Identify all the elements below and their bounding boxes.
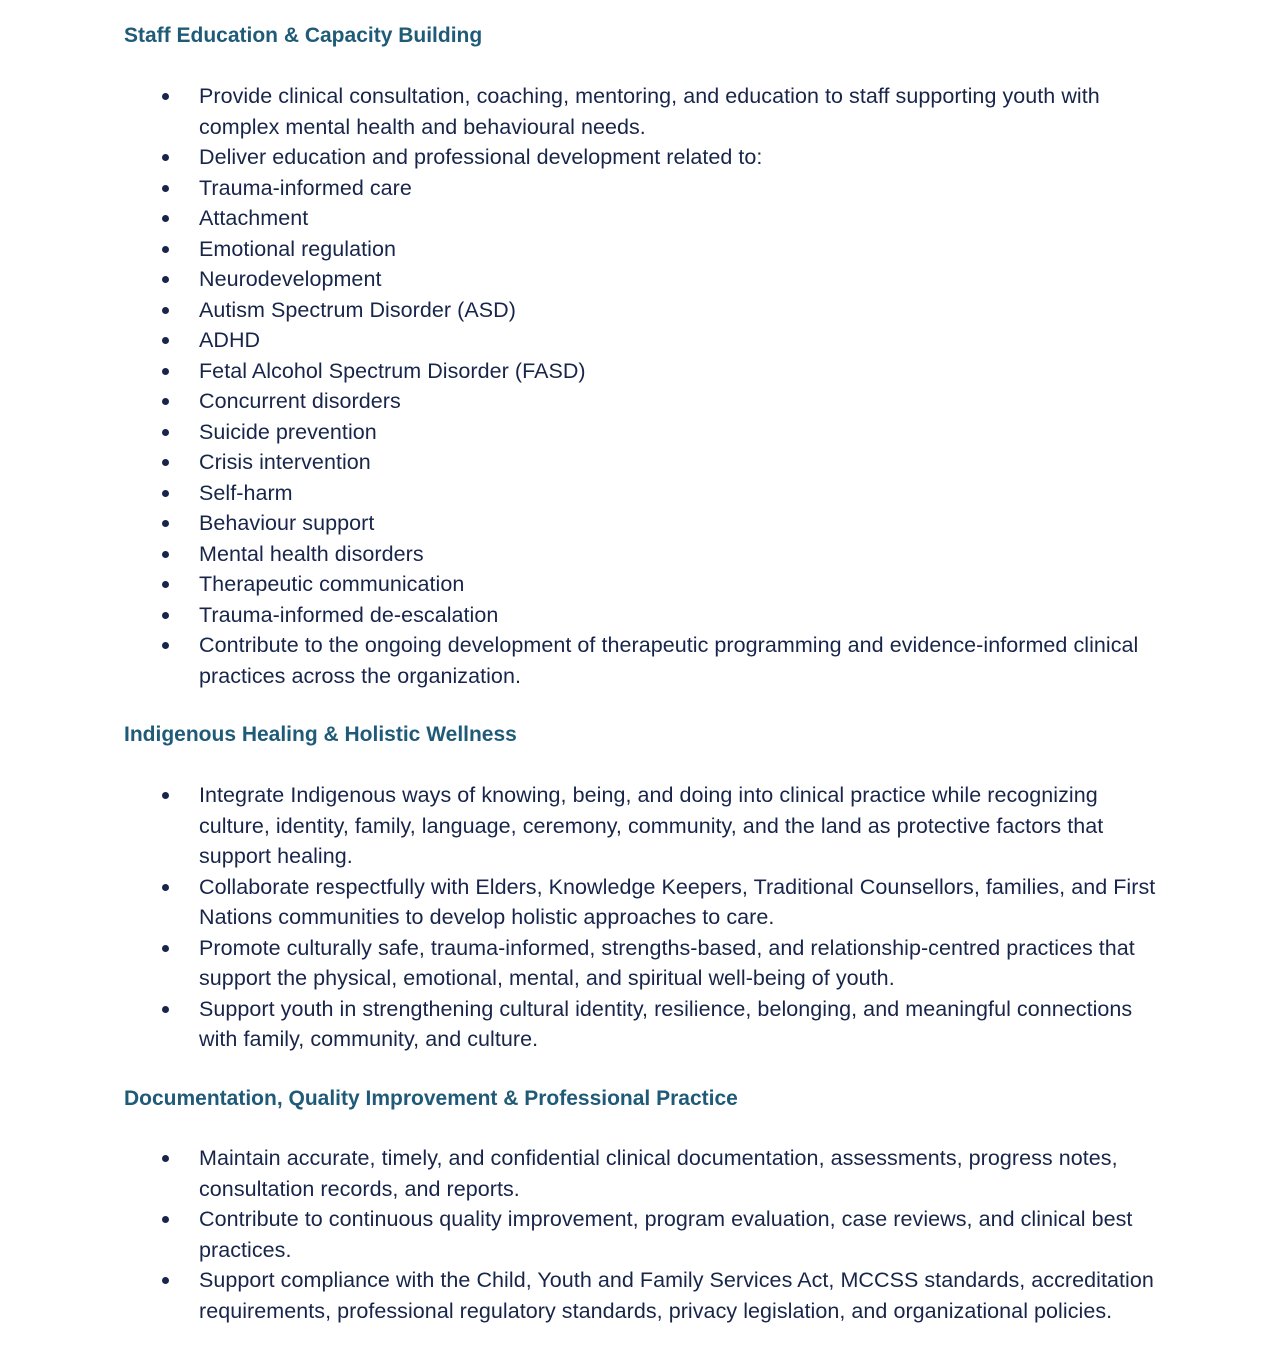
bullet-icon <box>162 215 169 222</box>
list-item <box>0 933 1159 994</box>
list-item <box>0 203 1159 234</box>
list-item <box>0 539 1159 570</box>
list-item-text: Neurodevelopment <box>199 267 382 291</box>
list-item-text: Concurrent disorders <box>199 389 401 413</box>
staff-education-list <box>0 81 1275 691</box>
bullet-icon <box>162 368 169 375</box>
list-item <box>0 142 1159 173</box>
list-item <box>0 234 1159 265</box>
list-item-text: Crisis intervention <box>199 450 371 474</box>
bullet-icon <box>162 307 169 314</box>
list-item-text: Attachment <box>199 206 309 230</box>
bullet-icon <box>162 520 169 527</box>
bullet-icon <box>162 642 169 649</box>
list-item-text: Suicide prevention <box>199 419 377 444</box>
indigenous-healing-list <box>0 780 1275 1055</box>
list-item <box>0 872 1159 933</box>
bullet-icon <box>162 945 169 952</box>
bullet-icon <box>162 1006 169 1013</box>
list-item <box>0 295 1159 326</box>
list-item <box>0 780 1159 872</box>
section-heading-documentation-quality: Documentation, Quality Improvement & Professional Practice <box>124 1087 738 1110</box>
bullet-icon <box>162 1216 169 1223</box>
list-item <box>0 994 1159 1055</box>
bullet-icon <box>162 490 169 497</box>
list-item-text: Maintain accurate, timely, and confidential clinical documentation, assessments, progress notes, consultation records, and reports. <box>199 1146 1118 1201</box>
bullet-icon <box>162 185 169 192</box>
list-item <box>0 1143 1159 1204</box>
list-item-text: Promote culturally safe, trauma-informed, strengths-based, and relationship-centred practices that support the physical, emotional, mental, and spiritual well-being of youth. <box>199 935 1135 990</box>
bullet-icon <box>162 884 169 891</box>
list-item-text: Support youth in strengthening cultural identity, resilience, belonging, and meaningful connections with family, community, and culture. <box>199 996 1133 1051</box>
list-item <box>0 325 1159 356</box>
bullet-icon <box>162 93 169 100</box>
section-heading-indigenous-healing: Indigenous Healing & Holistic Wellness <box>124 723 517 746</box>
bullet-icon <box>162 551 169 558</box>
list-item-text: ADHD <box>199 328 261 352</box>
list-item <box>0 386 1159 417</box>
list-item-text: Trauma-informed care <box>199 175 412 200</box>
bullet-icon <box>162 398 169 405</box>
list-item <box>0 81 1159 142</box>
list-item-text: Behaviour support <box>199 511 375 535</box>
bullet-icon <box>162 154 169 161</box>
list-item <box>0 1204 1159 1265</box>
list-item-text: Collaborate respectfully with Elders, Knowledge Keepers, Traditional Counsellors, families, and First Nations communities to develop holistic approaches to care. <box>199 874 1156 929</box>
bullet-icon <box>162 792 169 799</box>
list-item <box>0 630 1159 691</box>
list-item-text: Trauma-informed de-escalation <box>199 602 499 627</box>
list-item-text: Emotional regulation <box>199 236 397 261</box>
bullet-icon <box>162 246 169 253</box>
list-item <box>0 478 1159 509</box>
list-item <box>0 417 1159 448</box>
list-item <box>0 173 1159 204</box>
list-item <box>0 356 1159 387</box>
list-item-text: Mental health disorders <box>199 541 424 566</box>
bullet-icon <box>162 276 169 283</box>
list-item <box>0 1265 1159 1326</box>
list-item-text: Fetal Alcohol Spectrum Disorder (FASD) <box>199 358 586 383</box>
list-item <box>0 447 1159 478</box>
list-item-text: Integrate Indigenous ways of knowing, being, and doing into clinical practice while recognizing culture, identity, family, language, ceremony, community, and the land as protective factors that support healing. <box>199 783 1104 868</box>
list-item <box>0 569 1159 600</box>
list-item-text: Deliver education and professional development related to: <box>199 145 763 169</box>
bullet-icon <box>162 429 169 436</box>
list-item-text: Contribute to the ongoing development of therapeutic programming and evidence-informed clinical practices across the organization. <box>199 633 1139 688</box>
list-item-text: Self-harm <box>199 480 293 505</box>
list-item <box>0 508 1159 539</box>
list-item-text: Autism Spectrum Disorder (ASD) <box>199 297 516 322</box>
list-item <box>0 264 1159 295</box>
bullet-icon <box>162 337 169 344</box>
list-item-text: Therapeutic communication <box>199 572 465 596</box>
list-item-text: Contribute to continuous quality improvement, program evaluation, case reviews, and clinical best practices. <box>199 1207 1133 1262</box>
list-item <box>0 600 1159 631</box>
bullet-icon <box>162 1277 169 1284</box>
documentation-quality-list <box>0 1143 1275 1326</box>
bullet-icon <box>162 581 169 588</box>
list-item-text: Provide clinical consultation, coaching, mentoring, and education to staff supporting youth with complex mental health and behavioural needs. <box>199 84 1100 139</box>
section-heading-staff-education: Staff Education & Capacity Building <box>124 24 483 47</box>
list-item-text: Support compliance with the Child, Youth and Family Services Act, MCCSS standards, accreditation requirements, professional regulatory standards, privacy legislation, and organizational policies. <box>199 1268 1154 1323</box>
bullet-icon <box>162 1155 169 1162</box>
bullet-icon <box>162 612 169 619</box>
bullet-icon <box>162 459 169 466</box>
